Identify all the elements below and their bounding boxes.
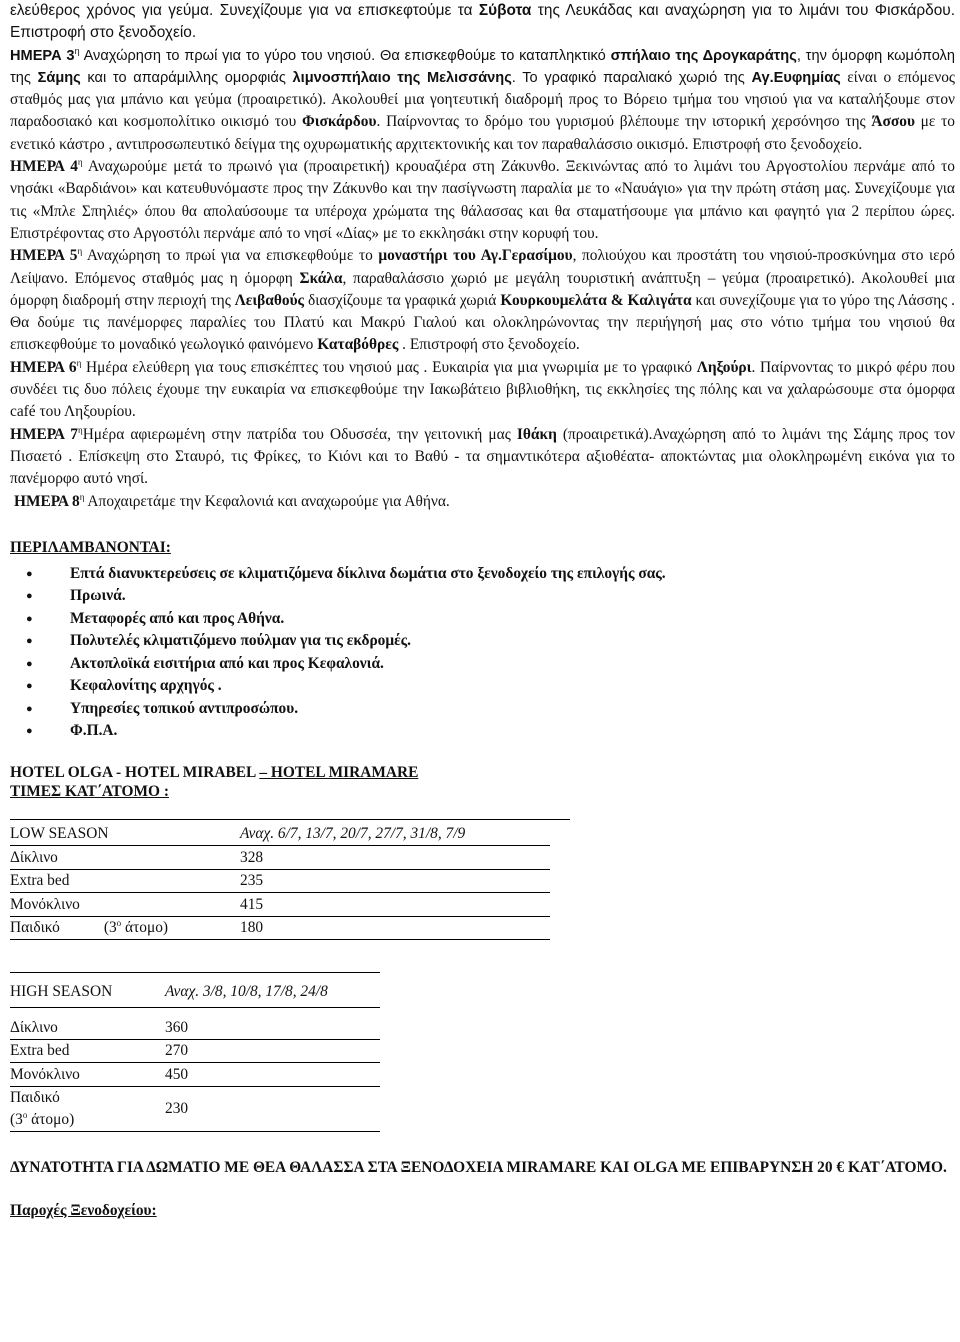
included-item: ● Επτά διανυκτερεύσεις σε κλιματιζόμενα δίκλινα δωμάτια στο ξενοδοχείο της επιλογής σας.: [10, 563, 955, 586]
included-item: ● Μεταφορές από και προς Αθήνα.: [10, 608, 955, 631]
table-row: [10, 977, 380, 1008]
sea-view-note: ΔΥΝΑΤΟΤΗΤΑ ΓΙΑ ΔΩΜΑΤΙΟ ΜΕ ΘΕΑ ΘΑΛΑΣΣΑ ΣΤΑ ΞΕΝΟΔΟΧΕΙΑ MIRAMARE ΚΑΙ OLGA ΜΕ ΕΠΙΒΑΡΥΝΣΗ 20 € ΚΑΤ΄ΑΤΟΜΟ.: [10, 1158, 947, 1176]
low-season-table: [10, 823, 550, 941]
hotel-services-title: Παροχές Ξενοδοχείου:: [10, 1201, 157, 1219]
included-title: ΠΕΡΙΛΑΜΒΑΝΟΝΤΑΙ:: [10, 538, 171, 556]
prices-title: ΤΙΜΕΣ ΚΑΤ΄ΑΤΟΜΟ :: [10, 782, 169, 800]
room-type: Δίκλινο: [10, 1016, 165, 1039]
room-type: Μονόκλινο: [10, 893, 240, 917]
room-price: 230: [165, 1086, 380, 1131]
high-season-table: [10, 977, 380, 1132]
season-dates: Αναχ. 3/8, 10/8, 17/8, 24/8: [165, 977, 380, 1008]
included-item: ● Πρωινά.: [10, 585, 955, 608]
itinerary-day7: ΗΜΕΡΑ $7^\eta H\mu έ\rho\alpha$ αφιερωμένη στην πατρίδα του Οδυσσέα, την γειτονική μας Ιθάκη (προαιρετικά).Αναχώρηση από το λιμάνι της Σάμης προς τον Πισαετό . Επίσκεψη στο Σταυρό, τις Φρίκες, το Κιόνι και το Βαθύ - τα σημαντικότερα αξιοθέατα- αποκτώντας μια ολοκληρωμένη εικόνα για το πανέμορφο αυτό νησί.: [10, 424, 955, 488]
itinerary-day5: ΗΜΕΡΑ $5^\eta$ Αναχώρηση το πρωί για να επισκεφθούμε το μοναστήρι του Αγ.Γερασίμου, πολιούχου και προστάτη του νησιού-προσκύνημα στο ιερό Λείψανο. Επόμενος σταθμός μας η όμορφη Σκάλα, παραθαλάσσιο χωριό με μεγάλη τουριστική ανάπτυξη – γεύμα (προαιρετικό). Ακολουθεί μια όμορφη διαδρομή στην περιοχή της Λειβαθούς διασχίζουμε τα γραφικά χωριά Κουρκουμελάτα & Καλιγάτα και συνεχίζουμε για το γύρο της Λάσσης . Θα δούμε τις πανέμορφες παραλίες του Πλατύ και Μακρύ Γιαλού και ολοκληρώνοντας την περιήγησή μας στο νότιο τμήμα του νησιού θα επισκεφθούμε το μοναδικό γεωλογικό φαινόμενο Καταβόθρες . Επιστροφή στο ξενοδοχείο.: [10, 246, 956, 354]
table-row: [10, 1063, 380, 1087]
included-item: ● Ακτοπλοϊκά εισιτήρια από και προς Κεφαλονιά.: [10, 653, 955, 676]
room-price: 450: [165, 1063, 380, 1087]
included-item: ● Κεφαλονίτης αρχηγός .: [10, 675, 955, 698]
included-item: ● Πολυτελές κλιματιζόμενο πούλμαν για τις εκδρομές.: [10, 630, 955, 653]
room-type: Παιδικό ($3^o$ άτομο): [10, 1086, 165, 1131]
room-price: 328: [240, 846, 550, 870]
table-row: [10, 1016, 380, 1039]
table-row: [10, 823, 550, 846]
itinerary-day4: ΗΜΕΡΑ $4^\eta$ Αναχωρούμε μετά το πρωινό για (προαιρετική) κρουαζιέρα στη Ζάκυνθο. Ξεκινώντας από το λιμάνι του Αργοστολίου περνάμε από το νησάκι «Βαρδιάνοι» και κατευθυνόμαστε προς την Ζάκυνθο και την πασίγνωστη παραλία με το «Ναυάγιο» για την πρώτη στάση μας. Συνεχίζουμε για τις «Μπλε Σπηλιές» όπου θα απολαύσουμε τα υπέροχα χρώματα της θάλασσας και θα σταματήσουμε για μπάνιο και φαγητό για 2 περίπου ώρες. Επιστρέφοντας στο Αργοστόλι περνάμε από το νησί «Δίας» με το εκκλησάκι στην κορυφή του.: [10, 157, 955, 242]
room-type: Extra bed: [10, 869, 240, 893]
table-row: [10, 1039, 380, 1063]
included-item: ● Υπηρεσίες τοπικού αντιπροσώπου.: [10, 698, 955, 721]
room-price: 360: [165, 1016, 380, 1039]
included-item: ● Φ.Π.Α.: [10, 720, 955, 743]
room-type: Δίκλινο: [10, 846, 240, 870]
room-type: Παιδικό ($3^o$ άτομο): [10, 916, 240, 940]
table-row: [10, 893, 550, 917]
itinerary-day6: ΗΜΕΡΑ $6^\eta$ Ημέρα ελεύθερη για τους επισκέπτες του νησιού μας . Ευκαιρία για μια γνωριμία με το γραφικό Ληξούρι. Παίρνοντας το μικρό φέρυ που συνδέει τις δυο πόλεις έχουμε την ευκαιρία να επισκεφθούμε την Ιακωβάτειο βιβλιοθήκη, τις εκκλησίες της πόλης και να χαλαρώσουμε στα όμορφα café του Ληξουρίου.: [10, 357, 955, 421]
itinerary-day2-end: ελεύθερος χρόνος για γεύμα. Συνεχίζουμε για να επισκεφτούμε τα Σύβοτα της Λευκάδας και αναχώρηση για το λιμάνι του Φισκάρδου. Επιστροφή στο ξενοδοχείο.: [10, 2, 955, 42]
season-dates: Αναχ. 6/7, 13/7, 20/7, 27/7, 31/8, 7/9: [240, 823, 550, 846]
table-row: [10, 846, 550, 870]
season-label: LOW SEASON: [10, 823, 240, 846]
hotel-names: HOTEL OLGA - HOTEL MIRABEL – HOTEL MIRAMARE: [10, 763, 419, 781]
table-top-rule: [10, 801, 570, 820]
table-row: [10, 916, 550, 940]
included-list: [10, 563, 955, 743]
room-price: 180: [240, 916, 550, 940]
room-type: Extra bed: [10, 1039, 165, 1063]
room-price: 235: [240, 869, 550, 893]
season-label: HIGH SEASON: [10, 977, 165, 1008]
room-price: 270: [165, 1039, 380, 1063]
itinerary-day3: ΗΜΕΡΑ $3^\eta$ Αναχώρηση το πρωί για το γύρο του νησιού. Θα επισκεφθούμε το καταπληκτικό σπήλαιο της Δρογκαράτης, την όμορφη κωμόπολη της Σάμης και το απαράμιλλης ομορφιάς λιμνοσπήλαιο της Μελισσάνης. Το γραφικό παραλιακό χωριό της Αγ.Ευφημίας είναι ο επόμενος σταθμός μας για μπάνιο και γεύμα (προαιρετικό). Ακολουθεί μια γοητευτική διαδρομή προς το Βόρειο τμήμα του νησιού για να καταλήξουμε στον παραδοσιακό και κοσμοπολίτικο οικισμό του Φισκάρδου. Παίρνοντας το δρόμο του γυρισμού βλέπουμε την ιστορική χερσόνησο της Άσσου με το ενετικό κάστρο , αντιπροσωπευτικό δείγμα της οχυρωματικής αρχιτεκτονικής και τον παραθαλάσσιο οικισμό. Επιστροφή στο ξενοδοχείο.: [10, 45, 955, 153]
document-page: [10, 0, 955, 1220]
room-price: 415: [240, 893, 550, 917]
room-type: Μονόκλινο: [10, 1063, 165, 1087]
itinerary-day8: ΗΜΕΡΑ $8^\eta$ Αποχαιρετάμε την Κεφαλονιά και αναχωρούμε για Αθήνα.: [14, 491, 450, 510]
table-top-rule: [10, 940, 380, 973]
table-row: [10, 869, 550, 893]
table-row: [10, 1086, 380, 1131]
